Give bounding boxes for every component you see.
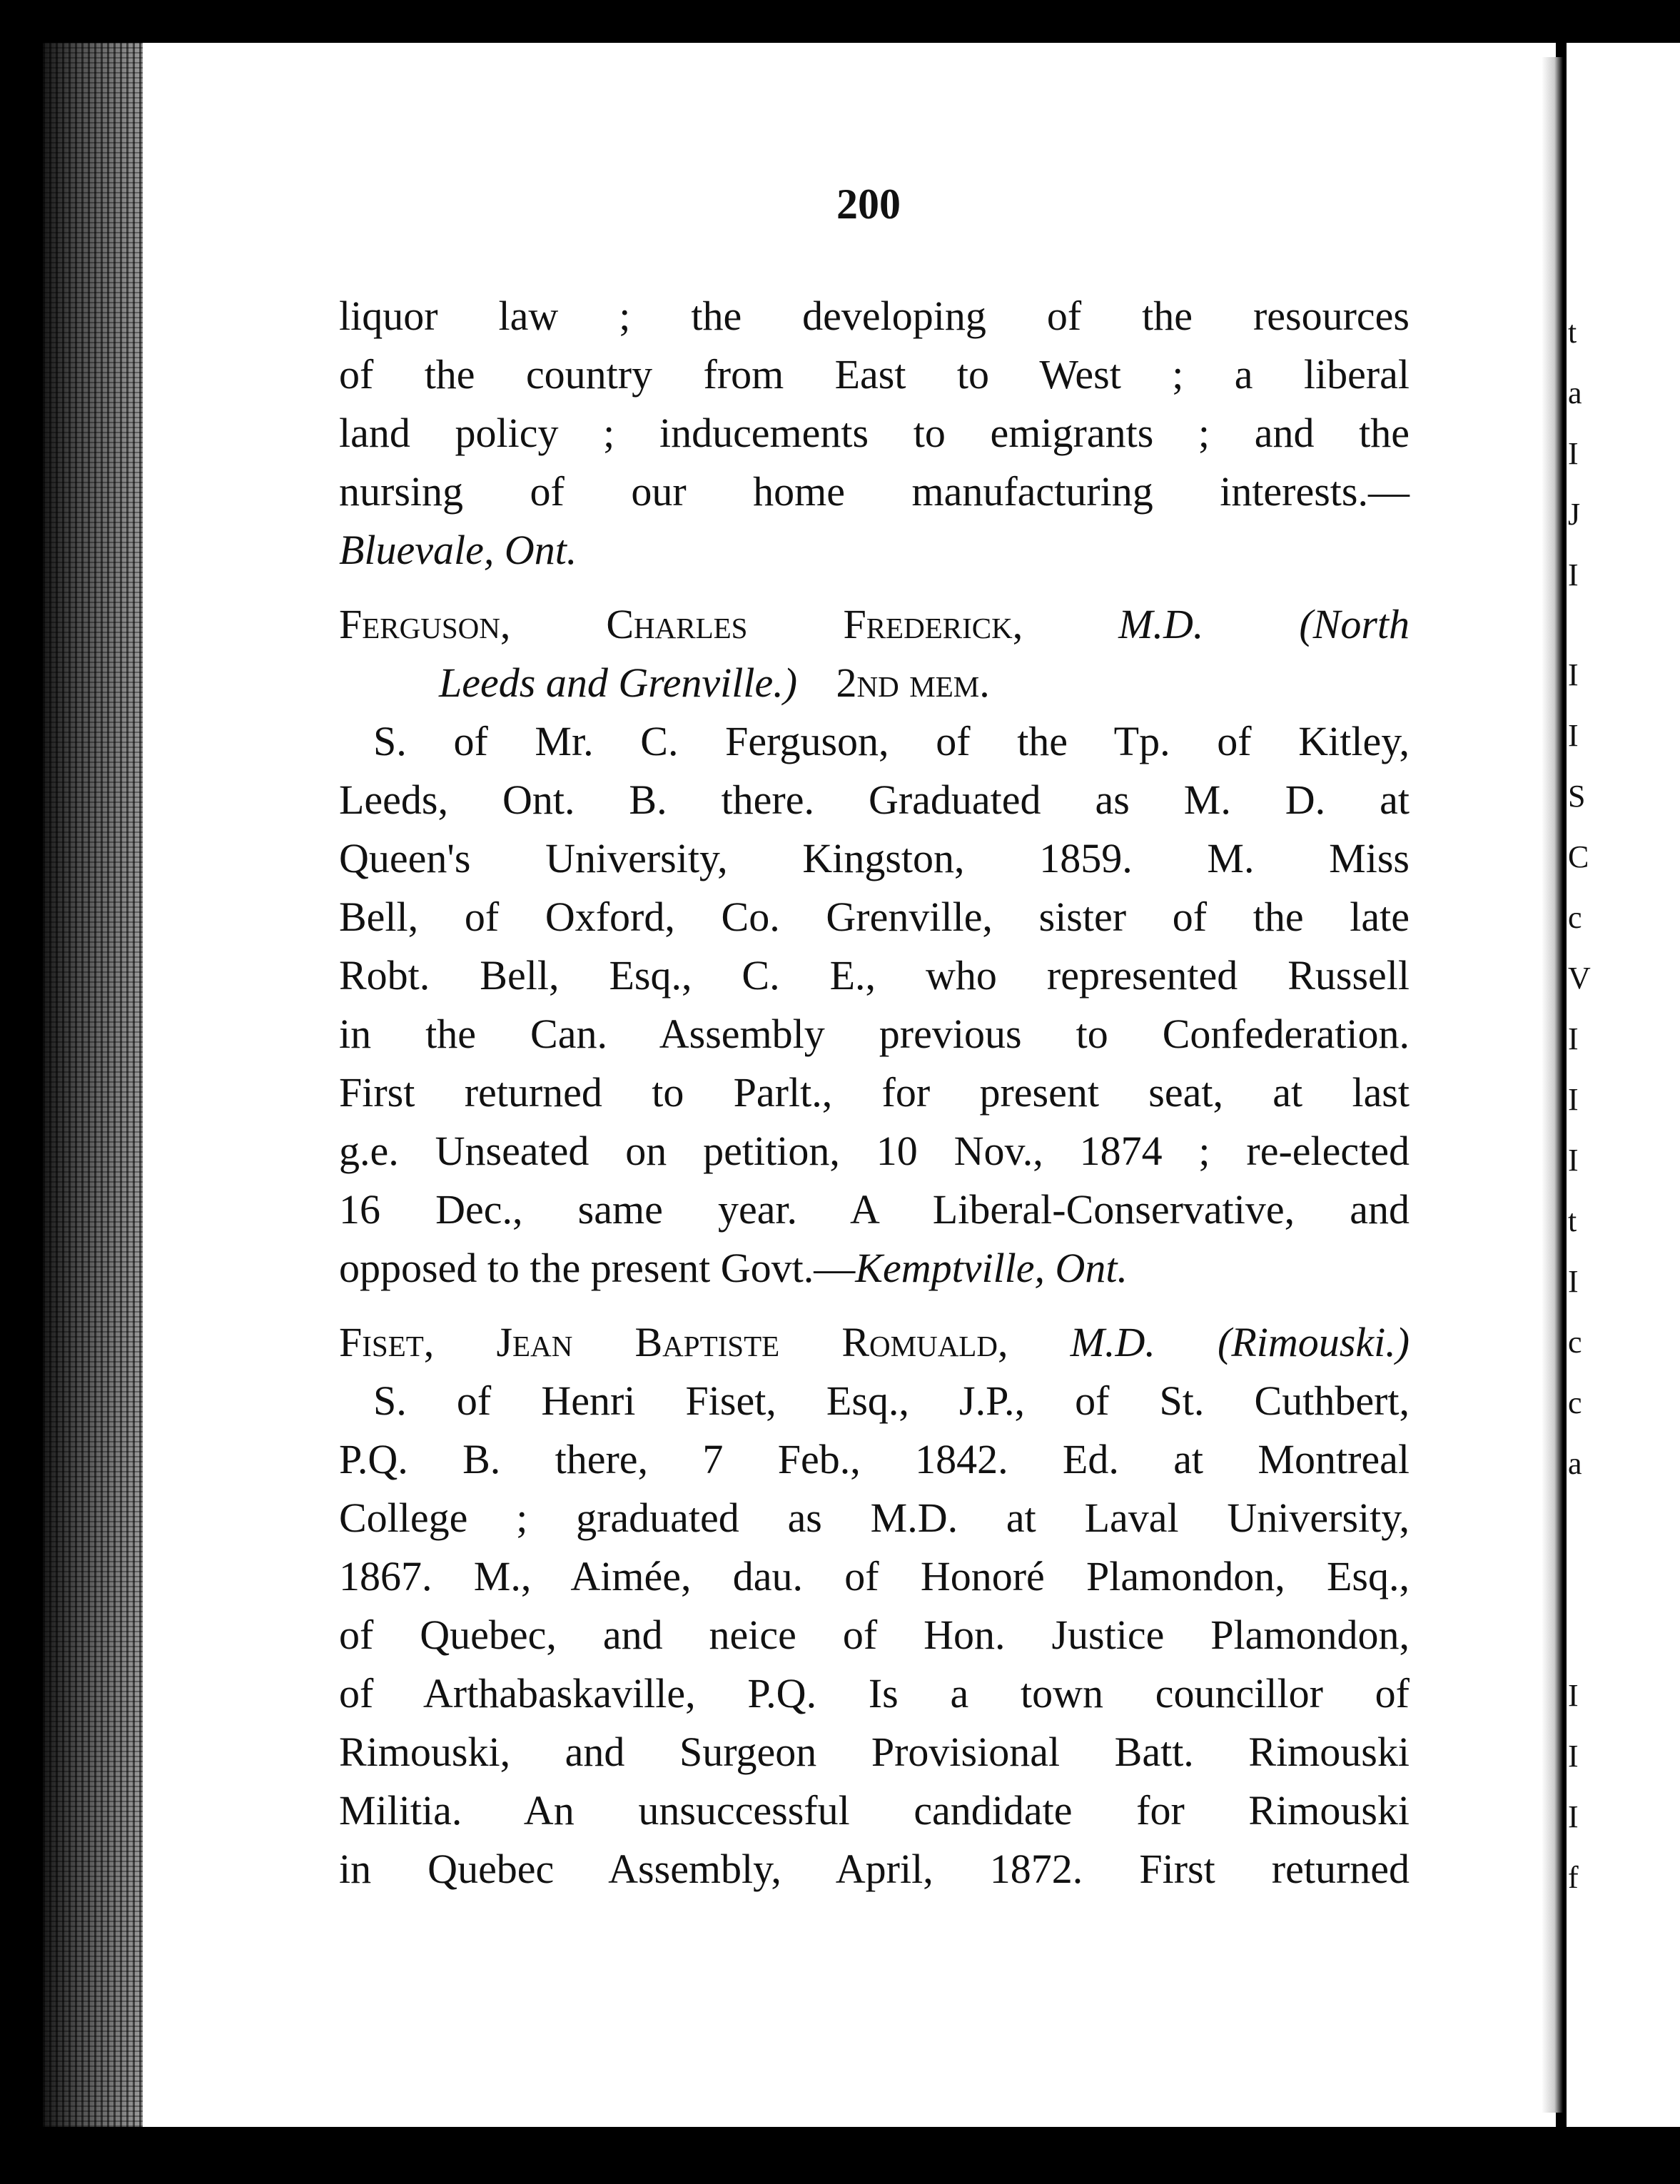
text-line: land policy ; inducements to emigrants ; and the — [339, 410, 1410, 456]
entry-surname: Ferguson, — [339, 601, 511, 647]
facing-page-glyph: I — [1568, 1799, 1579, 1834]
facing-page-glyph: c — [1568, 1325, 1582, 1360]
facing-page-glyph: I — [1568, 1678, 1579, 1713]
facing-page-glyph: t — [1568, 315, 1577, 350]
text-line: of Arthabaskaville, P.Q. Is a town councillor of — [339, 1670, 1410, 1717]
facing-page-glyph: I — [1568, 1021, 1579, 1056]
text-line: Leeds, Ont. B. there. Graduated as M. D. at — [339, 777, 1410, 823]
text-line: of Quebec, and neice of Hon. Justice Plamondon, — [339, 1612, 1410, 1658]
facing-page-glyph: a — [1568, 1446, 1582, 1481]
facing-page-glyph: c — [1568, 900, 1582, 935]
text-line: S. of Mr. C. Ferguson, of the Tp. of Kitley, — [373, 718, 1410, 764]
text-line — [339, 521, 1410, 580]
facing-page-glyph: t — [1568, 1203, 1577, 1238]
facing-page-glyph: f — [1568, 1860, 1579, 1895]
entry-heading — [339, 595, 1410, 654]
entry-riding: (North — [1299, 601, 1410, 647]
text-line: S. of Henri Fiset, Esq., J.P., of St. Cuthbert, — [373, 1377, 1410, 1424]
text-line: College ; graduated as M.D. at Laval University, — [339, 1495, 1410, 1541]
text-line: First returned to Parlt., for present seat, at last — [339, 1069, 1410, 1116]
text-line: Queen's University, Kingston, 1859. M. Miss — [339, 835, 1410, 881]
page-gutter-shadow — [1542, 57, 1563, 2113]
entry-given-names: Charles Frederick, — [606, 601, 1023, 647]
text-line: 1867. M., Aimée, dau. of Honoré Plamondon, Esq., — [339, 1553, 1410, 1599]
page-number: 200 — [836, 181, 901, 228]
facing-page-glyph: I — [1568, 436, 1579, 471]
facing-page-glyph: I — [1568, 657, 1579, 692]
entry-degree: M.D. — [1070, 1319, 1155, 1365]
facing-page-glyph: C — [1568, 839, 1589, 874]
facing-page-glyph: I — [1568, 1082, 1579, 1117]
entry-membership: 2nd mem. — [836, 659, 990, 706]
facing-page-glyph: I — [1568, 1143, 1579, 1178]
entry-heading — [339, 1313, 1410, 1372]
text-line: liquor law ; the developing of the resources — [339, 293, 1410, 339]
entry-given-names: Jean Baptiste Romuald, — [496, 1319, 1008, 1365]
entry-surname: Fiset, — [339, 1319, 435, 1365]
entry-riding-cont: Leeds and Grenville.) — [439, 659, 798, 706]
facing-page-glyph: V — [1568, 961, 1591, 996]
facing-page-glyph: I — [1568, 1739, 1579, 1774]
text-line: in Quebec Assembly, April, 1872. First returned — [339, 1846, 1410, 1892]
text-line: Robt. Bell, Esq., C. E., who represented Russell — [339, 952, 1410, 999]
facing-page-glyph: I — [1568, 718, 1579, 753]
facing-page-fragment — [1567, 43, 1680, 2127]
entry-degree: M.D. — [1118, 601, 1204, 647]
text-line: of the country from East to West ; a liberal — [339, 351, 1410, 398]
text-line: nursing of our home manufacturing interests.— — [339, 468, 1410, 515]
entry-address: Bluevale, Ont. — [339, 527, 577, 573]
closing-text: opposed to the present Govt.— — [339, 1245, 856, 1291]
entry-heading-cont — [339, 654, 1410, 712]
text-line — [339, 1239, 1410, 1298]
text-line: Bell, of Oxford, Co. Grenville, sister of the late — [339, 894, 1410, 940]
facing-page-glyph: I — [1568, 1264, 1579, 1299]
page-text — [339, 287, 1410, 1899]
entry-address: Kemptville, Ont. — [855, 1245, 1128, 1291]
facing-page-glyph: S — [1568, 779, 1586, 814]
text-line: Militia. An unsuccessful candidate for Rimouski — [339, 1787, 1410, 1834]
facing-page-glyph: a — [1568, 375, 1582, 410]
text-line: P.Q. B. there, 7 Feb., 1842. Ed. at Montreal — [339, 1436, 1410, 1482]
text-line: 16 Dec., same year. A Liberal-Conservative, and — [339, 1186, 1410, 1233]
text-line: g.e. Unseated on petition, 10 Nov., 1874 ; re-elected — [339, 1128, 1410, 1174]
facing-page-glyph: c — [1568, 1385, 1582, 1420]
text-line: in the Can. Assembly previous to Confederation. — [339, 1011, 1410, 1057]
facing-page-glyph: J — [1568, 497, 1581, 532]
text-line: Rimouski, and Surgeon Provisional Batt. Rimouski — [339, 1729, 1410, 1775]
entry-riding: (Rimouski.) — [1218, 1319, 1410, 1365]
facing-page-glyph: I — [1568, 557, 1579, 592]
